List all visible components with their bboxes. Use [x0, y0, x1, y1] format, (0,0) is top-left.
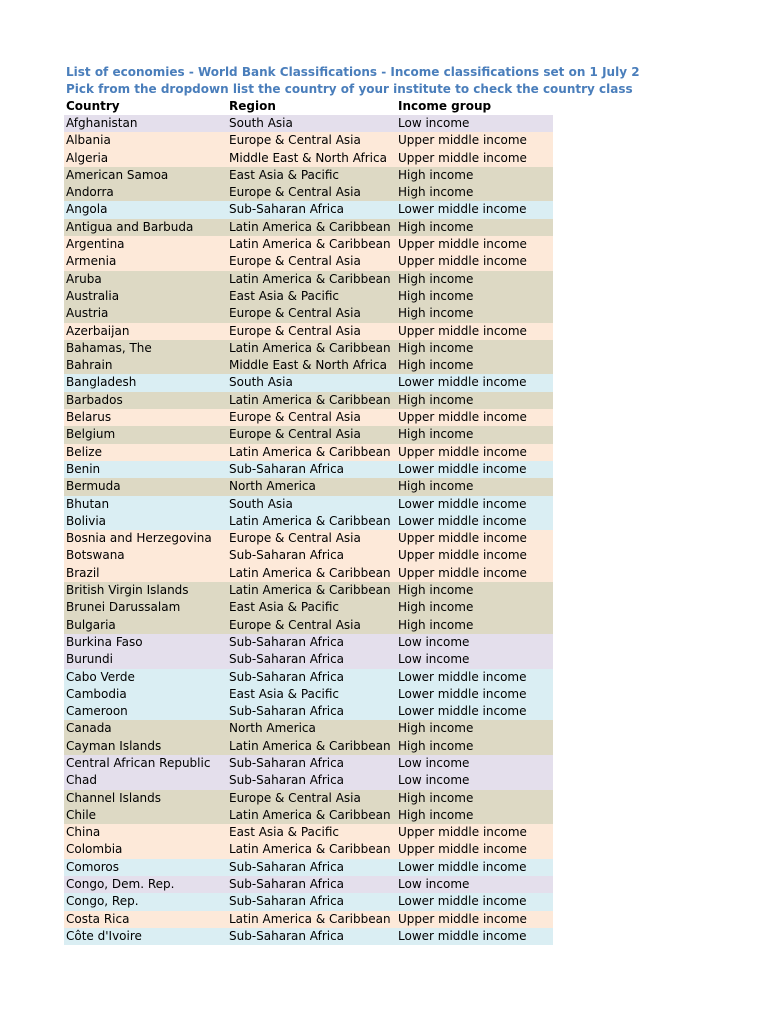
- cell-region[interactable]: Latin America & Caribbean: [229, 444, 391, 459]
- table-row[interactable]: [64, 738, 553, 755]
- cell-country[interactable]: Costa Rica: [66, 911, 130, 926]
- cell-region[interactable]: East Asia & Pacific: [229, 600, 339, 615]
- table-row[interactable]: [64, 219, 553, 236]
- table-row[interactable]: [64, 444, 553, 461]
- cell-region[interactable]: Europe & Central Asia: [229, 427, 361, 442]
- column-header-income-group: Income group: [398, 99, 492, 113]
- spreadsheet: [64, 64, 640, 945]
- cell-country[interactable]: Burkina Faso: [66, 634, 143, 649]
- table-row[interactable]: [64, 807, 553, 824]
- table-row[interactable]: [64, 461, 553, 478]
- cell-income-group[interactable]: High income: [398, 583, 474, 598]
- cell-income-group[interactable]: Upper middle income: [398, 531, 527, 546]
- cell-income-group[interactable]: High income: [398, 807, 474, 822]
- cell-region[interactable]: Latin America & Caribbean: [229, 392, 391, 407]
- cell-income-group[interactable]: Upper middle income: [398, 842, 527, 857]
- cell-income-group[interactable]: High income: [398, 721, 474, 736]
- table-row[interactable]: [64, 876, 553, 893]
- table-row[interactable]: [64, 565, 553, 582]
- cell-region[interactable]: Europe & Central Asia: [229, 410, 361, 425]
- table-body: [64, 115, 553, 945]
- cell-country[interactable]: Cameroon: [66, 704, 128, 719]
- cell-income-group[interactable]: High income: [398, 340, 474, 355]
- cell-region[interactable]: Europe & Central Asia: [229, 185, 361, 200]
- cell-country[interactable]: Antigua and Barbuda: [66, 219, 194, 234]
- table-row[interactable]: [64, 720, 553, 737]
- cell-country[interactable]: Burundi: [66, 652, 113, 667]
- table-row[interactable]: [64, 288, 553, 305]
- cell-income-group[interactable]: Lower middle income: [398, 859, 527, 874]
- cell-income-group[interactable]: Lower middle income: [398, 496, 527, 511]
- cell-region[interactable]: East Asia & Pacific: [229, 825, 339, 840]
- cell-income-group[interactable]: Lower middle income: [398, 894, 527, 909]
- table-row[interactable]: [64, 824, 553, 841]
- cell-income-group[interactable]: High income: [398, 167, 474, 182]
- cell-income-group[interactable]: Upper middle income: [398, 323, 527, 338]
- cell-income-group[interactable]: High income: [398, 271, 474, 286]
- table-row[interactable]: [64, 167, 553, 184]
- cell-income-group[interactable]: High income: [398, 288, 474, 303]
- table-row[interactable]: [64, 513, 553, 530]
- cell-country[interactable]: Aruba: [66, 271, 102, 286]
- cell-country[interactable]: Bulgaria: [66, 617, 116, 632]
- cell-country[interactable]: Botswana: [66, 548, 125, 563]
- cell-income-group[interactable]: Lower middle income: [398, 202, 527, 217]
- sheet-instruction: Pick from the dropdown list the country of your institute to check the country class: [66, 82, 633, 96]
- table-row[interactable]: [64, 634, 553, 651]
- table-row[interactable]: [64, 426, 553, 443]
- cell-region[interactable]: Latin America & Caribbean: [229, 842, 391, 857]
- cell-country[interactable]: Chad: [66, 773, 97, 788]
- cell-region[interactable]: Latin America & Caribbean: [229, 237, 391, 252]
- cell-income-group[interactable]: Lower middle income: [398, 375, 527, 390]
- cell-region[interactable]: Sub-Saharan Africa: [229, 704, 345, 719]
- cell-region[interactable]: South Asia: [229, 375, 293, 390]
- table-row[interactable]: [64, 392, 553, 409]
- table-row[interactable]: [64, 859, 553, 876]
- cell-country[interactable]: Angola: [66, 202, 108, 217]
- cell-country[interactable]: Bosnia and Herzegovina: [66, 531, 212, 546]
- cell-income-group[interactable]: Low income: [398, 116, 470, 130]
- cell-region[interactable]: Middle East & North Africa: [229, 150, 387, 165]
- table-row[interactable]: [64, 340, 553, 357]
- cell-income-group[interactable]: Upper middle income: [398, 237, 527, 252]
- cell-country[interactable]: Congo, Rep.: [66, 894, 139, 909]
- cell-region[interactable]: Latin America & Caribbean: [229, 583, 391, 598]
- cell-income-group[interactable]: Low income: [398, 755, 470, 770]
- cell-country[interactable]: Argentina: [66, 237, 125, 252]
- cell-region[interactable]: Latin America & Caribbean: [229, 271, 391, 286]
- cell-country[interactable]: Comoros: [66, 859, 120, 874]
- cell-region[interactable]: Sub-Saharan Africa: [229, 652, 345, 667]
- column-header-country: Country: [66, 99, 120, 113]
- cell-country[interactable]: Colombia: [66, 842, 123, 857]
- table-row[interactable]: [64, 236, 553, 253]
- table-row[interactable]: [64, 530, 553, 547]
- table-row[interactable]: [64, 323, 553, 340]
- cell-income-group[interactable]: Lower middle income: [398, 513, 527, 528]
- table-header: [64, 98, 553, 115]
- cell-income-group[interactable]: High income: [398, 185, 474, 200]
- cell-income-group[interactable]: High income: [398, 392, 474, 407]
- cell-country[interactable]: Austria: [66, 306, 109, 321]
- cell-country[interactable]: Cabo Verde: [66, 669, 135, 684]
- cell-region[interactable]: South Asia: [229, 116, 293, 130]
- table-row[interactable]: [64, 184, 553, 201]
- cell-country[interactable]: Brunei Darussalam: [66, 600, 181, 615]
- cell-country[interactable]: Afghanistan: [66, 116, 138, 130]
- cell-region[interactable]: Sub-Saharan Africa: [229, 548, 345, 563]
- cell-country[interactable]: Canada: [66, 721, 112, 736]
- table-row[interactable]: [64, 686, 553, 703]
- cell-region[interactable]: Europe & Central Asia: [229, 133, 361, 148]
- cell-income-group[interactable]: Lower middle income: [398, 704, 527, 719]
- cell-country[interactable]: Bahamas, The: [66, 340, 152, 355]
- cell-country[interactable]: American Samoa: [66, 167, 169, 182]
- cell-country[interactable]: Central African Republic: [66, 755, 211, 770]
- cell-country[interactable]: Bahrain: [66, 358, 113, 373]
- sheet-title: List of economies - World Bank Classifications - Income classifications set on 1 July 2: [66, 65, 640, 79]
- cell-country[interactable]: Belgium: [66, 427, 116, 442]
- cell-region[interactable]: Latin America & Caribbean: [229, 565, 391, 580]
- table-row[interactable]: [64, 478, 553, 495]
- cell-income-group[interactable]: Upper middle income: [398, 150, 527, 165]
- cell-income-group[interactable]: Upper middle income: [398, 133, 527, 148]
- cell-region[interactable]: Latin America & Caribbean: [229, 738, 391, 753]
- cell-country[interactable]: Andorra: [66, 185, 114, 200]
- table-row[interactable]: [64, 911, 553, 928]
- cell-income-group[interactable]: Upper middle income: [398, 548, 527, 563]
- table-row[interactable]: [64, 703, 553, 720]
- cell-region[interactable]: Europe & Central Asia: [229, 617, 361, 632]
- cell-country[interactable]: Cayman Islands: [66, 738, 162, 753]
- cell-region[interactable]: Latin America & Caribbean: [229, 807, 391, 822]
- cell-income-group[interactable]: High income: [398, 738, 474, 753]
- cell-income-group[interactable]: High income: [398, 600, 474, 615]
- cell-region[interactable]: Europe & Central Asia: [229, 306, 361, 321]
- cell-income-group[interactable]: Upper middle income: [398, 410, 527, 425]
- cell-region[interactable]: Latin America & Caribbean: [229, 340, 391, 355]
- cell-region[interactable]: Middle East & North Africa: [229, 358, 387, 373]
- table-row[interactable]: [64, 409, 553, 426]
- cell-country[interactable]: Bermuda: [66, 479, 121, 494]
- cell-country[interactable]: Bhutan: [66, 496, 110, 511]
- cell-income-group[interactable]: Upper middle income: [398, 825, 527, 840]
- table-row[interactable]: [64, 201, 553, 218]
- cell-country[interactable]: Congo, Dem. Rep.: [66, 877, 175, 892]
- cell-country[interactable]: Brazil: [66, 565, 100, 580]
- cell-region[interactable]: North America: [229, 721, 316, 736]
- cell-region[interactable]: South Asia: [229, 496, 293, 511]
- cell-income-group[interactable]: High income: [398, 358, 474, 373]
- table-row[interactable]: [64, 150, 553, 167]
- table-row[interactable]: [64, 496, 553, 513]
- cell-country[interactable]: Cambodia: [66, 686, 127, 701]
- table-row[interactable]: [64, 132, 553, 149]
- cell-region[interactable]: Sub-Saharan Africa: [229, 928, 345, 943]
- cell-region[interactable]: Sub-Saharan Africa: [229, 877, 345, 892]
- cell-income-group[interactable]: High income: [398, 219, 474, 234]
- cell-income-group[interactable]: Lower middle income: [398, 461, 527, 476]
- cell-region[interactable]: Europe & Central Asia: [229, 790, 361, 805]
- table-row[interactable]: [64, 651, 553, 668]
- table-row[interactable]: [64, 547, 553, 564]
- cell-country[interactable]: Albania: [66, 133, 111, 148]
- cell-income-group[interactable]: Low income: [398, 652, 470, 667]
- table-row[interactable]: [64, 617, 553, 634]
- cell-country[interactable]: China: [66, 825, 101, 840]
- cell-region[interactable]: Sub-Saharan Africa: [229, 755, 345, 770]
- cell-income-group[interactable]: High income: [398, 306, 474, 321]
- cell-country[interactable]: Armenia: [66, 254, 117, 269]
- cell-country[interactable]: Algeria: [66, 150, 109, 165]
- cell-region[interactable]: Latin America & Caribbean: [229, 219, 391, 234]
- cell-income-group[interactable]: Lower middle income: [398, 669, 527, 684]
- cell-region[interactable]: Europe & Central Asia: [229, 323, 361, 338]
- cell-income-group[interactable]: Upper middle income: [398, 911, 527, 926]
- table-row[interactable]: [64, 790, 553, 807]
- cell-income-group[interactable]: Upper middle income: [398, 254, 527, 269]
- cell-region[interactable]: East Asia & Pacific: [229, 288, 339, 303]
- cell-income-group[interactable]: Low income: [398, 773, 470, 788]
- cell-region[interactable]: Sub-Saharan Africa: [229, 634, 345, 649]
- cell-region[interactable]: East Asia & Pacific: [229, 686, 339, 701]
- cell-country[interactable]: Côte d'Ivoire: [66, 928, 142, 943]
- cell-country[interactable]: Benin: [66, 461, 101, 476]
- cell-country[interactable]: Chile: [66, 807, 97, 822]
- table-row[interactable]: [64, 841, 553, 858]
- cell-income-group[interactable]: Low income: [398, 877, 470, 892]
- table-row[interactable]: [64, 928, 553, 945]
- cell-region[interactable]: Sub-Saharan Africa: [229, 669, 345, 684]
- cell-country[interactable]: Bolivia: [66, 513, 107, 528]
- table-row[interactable]: [64, 582, 553, 599]
- table-row[interactable]: [64, 669, 553, 686]
- cell-country[interactable]: Barbados: [66, 392, 123, 407]
- cell-region[interactable]: Europe & Central Asia: [229, 531, 361, 546]
- table-row[interactable]: [64, 755, 553, 772]
- cell-region[interactable]: Sub-Saharan Africa: [229, 202, 345, 217]
- cell-country[interactable]: British Virgin Islands: [66, 583, 189, 598]
- cell-region[interactable]: Latin America & Caribbean: [229, 513, 391, 528]
- cell-region[interactable]: North America: [229, 479, 316, 494]
- table-row[interactable]: [64, 271, 553, 288]
- cell-income-group[interactable]: High income: [398, 427, 474, 442]
- column-header-region: Region: [229, 99, 276, 113]
- table-row[interactable]: [64, 115, 553, 132]
- cell-income-group[interactable]: High income: [398, 617, 474, 632]
- cell-region[interactable]: Sub-Saharan Africa: [229, 859, 345, 874]
- table-row[interactable]: [64, 599, 553, 616]
- cell-country[interactable]: Channel Islands: [66, 790, 162, 805]
- cell-income-group[interactable]: Lower middle income: [398, 686, 527, 701]
- cell-country[interactable]: Belarus: [66, 410, 112, 425]
- cell-income-group[interactable]: Lower middle income: [398, 928, 527, 943]
- cell-region[interactable]: Sub-Saharan Africa: [229, 461, 345, 476]
- table-row[interactable]: [64, 893, 553, 910]
- table-row[interactable]: [64, 305, 553, 322]
- table-row[interactable]: [64, 357, 553, 374]
- cell-country[interactable]: Australia: [66, 288, 120, 303]
- cell-region[interactable]: Sub-Saharan Africa: [229, 773, 345, 788]
- cell-income-group[interactable]: Upper middle income: [398, 565, 527, 580]
- table-row[interactable]: [64, 772, 553, 789]
- cell-income-group[interactable]: Upper middle income: [398, 444, 527, 459]
- table-row[interactable]: [64, 374, 553, 391]
- cell-country[interactable]: Bangladesh: [66, 375, 137, 390]
- cell-country[interactable]: Azerbaijan: [66, 323, 130, 338]
- cell-income-group[interactable]: High income: [398, 790, 474, 805]
- cell-region[interactable]: East Asia & Pacific: [229, 167, 339, 182]
- cell-region[interactable]: Sub-Saharan Africa: [229, 894, 345, 909]
- cell-income-group[interactable]: High income: [398, 479, 474, 494]
- cell-region[interactable]: Europe & Central Asia: [229, 254, 361, 269]
- cell-income-group[interactable]: Low income: [398, 634, 470, 649]
- table-row[interactable]: [64, 253, 553, 270]
- cell-country[interactable]: Belize: [66, 444, 102, 459]
- cell-region[interactable]: Latin America & Caribbean: [229, 911, 391, 926]
